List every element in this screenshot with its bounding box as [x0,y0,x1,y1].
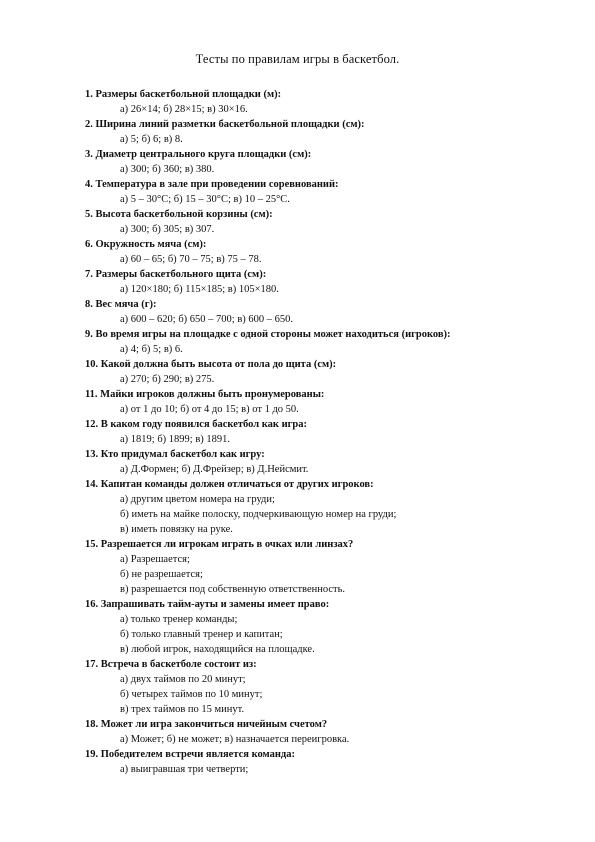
question-15: 15. Разрешается ли игрокам играть в очках или линзах? [85,539,354,550]
answer-option: в) разрешается под собственную ответственность. [120,584,346,595]
question-14: 14. Капитан команды должен отличаться от других игроков: [85,479,374,490]
answer-options: а) 4; б) 5; в) 6. [120,344,183,355]
question-6: 6. Окружность мяча (см): [85,239,207,250]
answer-options: а) 5; б) 6; в) 8. [120,134,183,145]
answer-option: а) Разрешается; [120,554,190,565]
answer-options: а) от 1 до 10; б) от 4 до 15; в) от 1 до 50. [120,404,299,415]
page-title: Тесты по правилам игры в баскетбол. [195,52,400,66]
answer-options: а) 60 – 65; б) 70 – 75; в) 75 – 78. [120,254,262,265]
answer-option: в) любой игрок, находящийся на площадке. [120,644,315,655]
answer-options: а) 1819; б) 1899; в) 1891. [120,434,231,445]
question-18: 18. Может ли игра закончиться ничейным счетом? [85,719,328,730]
question-9: 9. Во время игры на площадке с одной стороны может находиться (игроков): [85,329,451,340]
question-16: 16. Запрашивать тайм-ауты и замены имеет право: [85,599,330,610]
question-3: 3. Диаметр центрального круга площадки (см): [85,149,312,160]
answer-option: б) только главный тренер и капитан; [120,629,283,640]
question-8: 8. Вес мяча (г): [85,299,157,310]
answer-option: а) только тренер команды; [120,614,238,625]
question-1: 1. Размеры баскетбольной площадки (м): [85,89,282,100]
question-4: 4. Температура в зале при проведении соревнований: [85,179,339,190]
question-17: 17. Встреча в баскетболе состоит из: [85,659,257,670]
answer-options: а) 5 – 30°С; б) 15 – 30°С; в) 10 – 25°С. [120,194,290,205]
answer-option: в) иметь повязку на руке. [120,524,233,535]
answer-option: а) выигравшая три четверти; [120,764,249,775]
question-13: 13. Кто придумал баскетбол как игру: [85,449,265,460]
answer-options: а) 300; б) 305; в) 307. [120,224,215,235]
answer-options: а) 600 – 620; б) 650 – 700; в) 600 – 650. [120,314,294,325]
question-12: 12. В каком году появился баскетбол как игра: [85,419,307,430]
question-11: 11. Майки игроков должны быть пронумерованы: [85,389,325,400]
answer-options: а) 26×14; б) 28×15; в) 30×16. [120,104,248,115]
question-10: 10. Какой должна быть высота от пола до щита (см): [85,359,337,370]
answer-option: а) другим цветом номера на груди; [120,494,275,505]
answer-option: б) иметь на майке полоску, подчеркивающую номер на груди; [120,509,397,520]
question-19: 19. Победителем встречи является команда: [85,749,295,760]
answer-options: а) 120×180; б) 115×185; в) 105×180. [120,284,279,295]
question-2: 2. Ширина линий разметки баскетбольной площадки (см): [85,119,365,130]
answer-option: в) трех таймов по 15 минут. [120,704,245,715]
answer-option: б) четырех таймов по 10 минут; [120,689,263,700]
answer-options: а) Д.Формен; б) Д.Фрейзер; в) Д.Нейсмит. [120,464,309,475]
question-7: 7. Размеры баскетбольного щита (см): [85,269,267,280]
answer-options: а) 270; б) 290; в) 275. [120,374,215,385]
answer-option: б) не разрешается; [120,569,203,580]
answer-options: а) 300; б) 360; в) 380. [120,164,215,175]
answer-option: а) двух таймов по 20 минут; [120,674,246,685]
question-5: 5. Высота баскетбольной корзины (см): [85,209,273,220]
answer-options: а) Может; б) не может; в) назначается переигровка. [120,734,350,745]
